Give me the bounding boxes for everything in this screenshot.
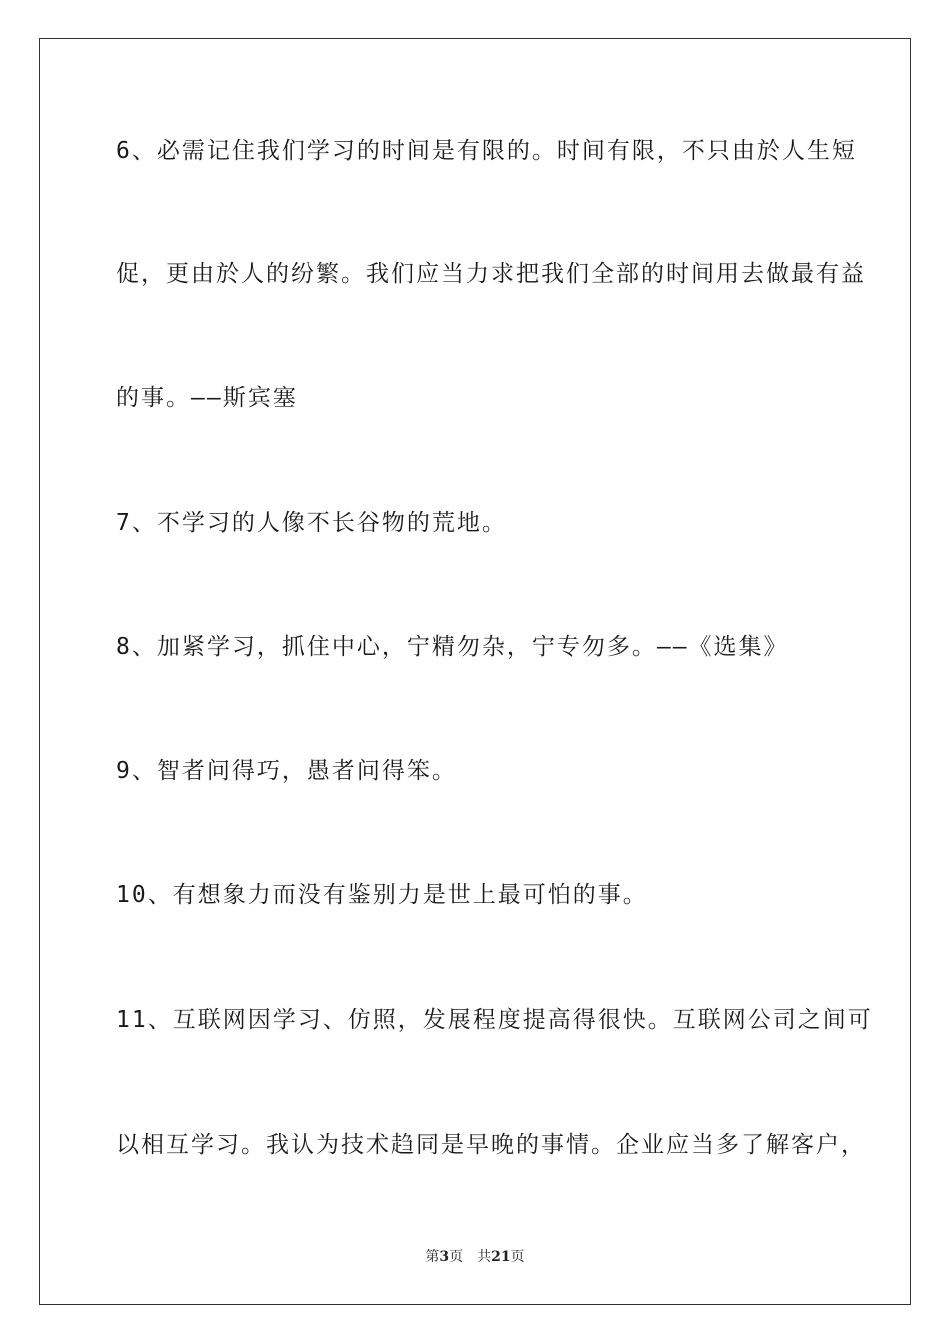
- total-prefix: 共: [477, 1249, 492, 1265]
- text-line-6: 9、智者问得巧，愚者问得笨。: [116, 758, 457, 784]
- text-line-3: 的事。——斯宾塞: [116, 385, 298, 411]
- total-pages: 21: [491, 1249, 511, 1265]
- text-line-2: 促，更由於人的纷繁。我们应当力求把我们全部的时间用去做最有益: [116, 261, 866, 287]
- text-line-9: 以相互学习。我认为技术趋同是早晚的事情。企业应当多了解客户，: [116, 1132, 866, 1158]
- page-frame: [39, 38, 911, 1305]
- text-line-4: 7、不学习的人像不长谷物的荒地。: [116, 510, 507, 536]
- text-line-8: 11、互联网因学习、仿照，发展程度提高得很快。互联网公司之间可: [116, 1007, 873, 1033]
- page-footer: [0, 1246, 950, 1266]
- total-suffix: 页: [510, 1249, 525, 1265]
- text-line-5: 8、加紧学习，抓住中心，宁精勿杂，宁专勿多。——《选集》: [116, 634, 789, 660]
- text-line-1: 6、必需记住我们学习的时间是有限的。时间有限，不只由於人生短: [116, 138, 857, 164]
- page-prefix: 第: [425, 1249, 440, 1265]
- page-suffix: 页: [449, 1249, 464, 1265]
- page-number: 3: [439, 1249, 450, 1265]
- text-line-7: 10、有想象力而没有鉴别力是世上最可怕的事。: [116, 882, 648, 908]
